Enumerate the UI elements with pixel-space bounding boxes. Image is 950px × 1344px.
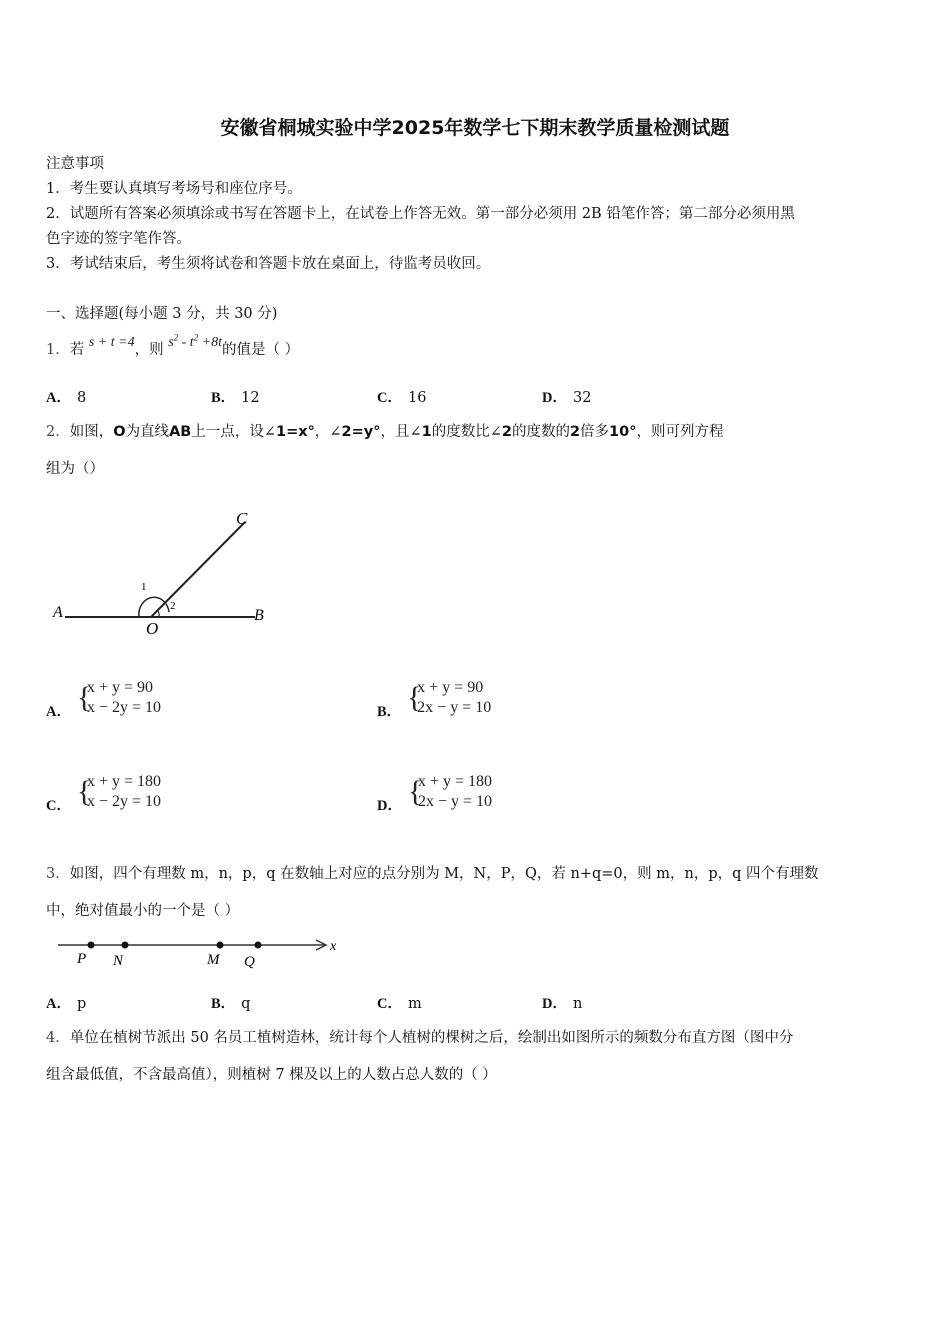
option-c: C． 16 xyxy=(377,390,427,406)
page-title: 安徽省桐城实验中学2025年数学七下期末教学质量检测试题 xyxy=(220,117,730,139)
question-3: 3．如图，四个有理数 m，n，p，q 在数轴上对应的点分别为 M，N，P，Q，若 n+q=0，则 m，n，p，q 四个有理数 xyxy=(46,866,819,882)
option-b: B． 12 xyxy=(211,390,260,406)
question-number: 1． xyxy=(46,342,70,358)
option-b: B． q xyxy=(211,996,251,1012)
question-4: 4．单位在植树节派出 50 名员工植树造林，统计每个人植树的棵树之后，绘制出如图所示的频数分布直方图（图中分 xyxy=(46,1030,794,1046)
number-line xyxy=(50,930,350,970)
option-a: A． 8 xyxy=(46,390,87,406)
question-2: 2．如图，O为直线AB上一点，设∠1=x°，∠2=y°，且∠1的度数比∠2的度数的2倍多10°，则可列方程 xyxy=(46,424,724,440)
notice-item: 2．试题所有答案必须填涂或书写在答题卡上，在试卷上作答无效。第一部分必须用 2B 铅笔作答；第二部分必须用黑 xyxy=(46,206,795,222)
notice-item: 3．考试结束后，考生须将试卷和答题卡放在桌面上，待监考员收回。 xyxy=(46,256,491,272)
option-c: C． m xyxy=(377,996,422,1012)
angle-2-arc xyxy=(157,610,159,617)
point-p xyxy=(88,942,95,949)
label-n: N xyxy=(113,953,124,969)
label-1: 1 xyxy=(141,581,147,593)
angle-figure xyxy=(45,500,275,640)
label-o: O xyxy=(146,619,159,638)
point-m xyxy=(217,942,224,949)
expression-target: $s^2 - t^2 +8t$ xyxy=(168,332,223,350)
label-2: 2 xyxy=(170,600,176,612)
question-1: 1．若 s + t =4，则 $s^2 - t^2 +8t$的值是（ ） xyxy=(46,332,300,358)
section-heading: 一、选择题(每小题 3 分，共 30 分) xyxy=(46,306,278,322)
option-c: C． { x + y = 180 x − 2y = 10 xyxy=(46,773,162,814)
option-a: A． { x + y = 90 x − 2y = 10 xyxy=(46,679,162,720)
point-n xyxy=(122,942,129,949)
question-2-line-2: 组为（） xyxy=(46,461,104,477)
option-d: D． 32 xyxy=(542,390,592,406)
option-d: D． { x + y = 180 2x − y = 10 xyxy=(377,773,493,814)
notice-item: 1．考生要认真填写考场号和座位序号。 xyxy=(46,181,302,197)
label-x: x xyxy=(330,939,337,954)
point-q xyxy=(255,942,262,949)
question-4-line-2: 组含最低值，不含最高值），则植树 7 棵及以上的人数占总人数的（ ） xyxy=(46,1067,497,1083)
expression-s-plus-t: s + t =4 xyxy=(88,335,135,350)
label-b: B xyxy=(254,607,264,624)
label-c: C xyxy=(236,509,248,528)
notice-item: 色字迹的签字笔作答。 xyxy=(46,231,191,247)
label-p: P xyxy=(77,951,87,967)
option-a: A． p xyxy=(46,996,87,1012)
option-d: D． n xyxy=(542,996,583,1012)
label-m: M xyxy=(207,952,220,968)
label-a: A xyxy=(53,604,63,621)
option-b: B． { x + y = 90 2x − y = 10 xyxy=(377,679,492,720)
question-3-line-2: 中，绝对值最小的一个是（ ） xyxy=(46,903,240,919)
notice-heading: 注意事项 xyxy=(46,156,104,172)
label-q: Q xyxy=(244,954,255,970)
